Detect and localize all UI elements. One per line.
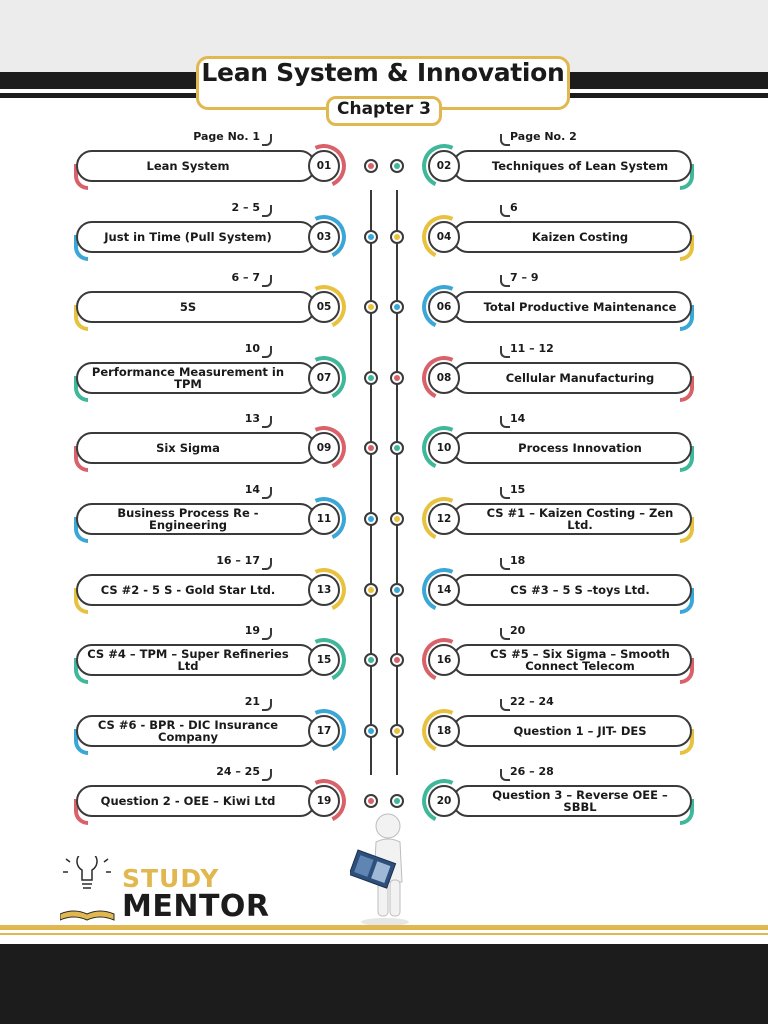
page-bracket: [262, 699, 272, 711]
page-bracket: [262, 275, 272, 287]
lightbulb-icon: [63, 856, 111, 888]
topic-title: CS #5 – Six Sigma – Smooth Connect Telecom: [490, 647, 670, 674]
topic-number: 17: [308, 715, 340, 747]
topic-item[interactable]: [76, 644, 316, 676]
page-number: 19: [244, 624, 260, 638]
topic-number: 05: [308, 291, 340, 323]
topic-item[interactable]: [452, 785, 692, 817]
timeline-dot: [364, 300, 378, 314]
timeline-dot: [364, 512, 378, 526]
timeline-dot: [390, 159, 404, 173]
logo-text-mentor: MENTOR: [122, 889, 270, 924]
page-bracket: [262, 558, 272, 570]
topic-title: Question 1 – JIT- DES: [513, 723, 647, 738]
topic-title: Six Sigma: [156, 441, 220, 456]
topic-title: Business Process Re - Engineering: [117, 506, 259, 532]
footer-gold-line-thin: [0, 933, 768, 935]
page-number: 18: [510, 553, 526, 567]
topic-title: 5S: [179, 300, 197, 315]
topic-number: 13: [308, 574, 340, 606]
topic-item[interactable]: [76, 221, 316, 253]
topic-item[interactable]: [452, 715, 692, 747]
topic-title: Question 2 - OEE – Kiwi Ltd: [100, 794, 276, 809]
page-title: Lean System & Innovation: [201, 58, 565, 87]
page-bracket: [262, 205, 272, 217]
timeline-row: [0, 200, 768, 283]
topic-title: CS #6 - BPR - DIC Insurance Company: [97, 717, 279, 744]
topic-title: Cellular Manufacturing: [505, 370, 655, 385]
reading-figure-illustration: [350, 812, 420, 927]
topic-number: 15: [308, 644, 340, 676]
timeline-dot: [364, 441, 378, 455]
topic-title: Lean System: [146, 159, 230, 173]
page-bracket: [262, 769, 272, 781]
topic-item[interactable]: [452, 574, 692, 606]
timeline-row: [0, 341, 768, 424]
topic-title: Just in Time (Pull System): [104, 229, 272, 244]
topic-item[interactable]: [452, 432, 692, 464]
page-number: 2 – 5: [231, 200, 260, 214]
topic-number: 18: [428, 715, 460, 747]
topic-title: Process Innovation: [518, 441, 642, 456]
page-bracket: [262, 346, 272, 358]
timeline-dot: [390, 441, 404, 455]
topic-number: 19: [308, 785, 340, 817]
page-number: 16 – 17: [216, 553, 260, 567]
topic-number: 11: [308, 503, 340, 535]
topic-item[interactable]: [76, 362, 316, 394]
topic-item[interactable]: [452, 362, 692, 394]
topic-number: 06: [428, 291, 460, 323]
timeline-dot: [390, 653, 404, 667]
topic-item[interactable]: [452, 503, 692, 535]
page-bracket: [262, 487, 272, 499]
topic-title: Question 3 – Reverse OEE – SBBL: [492, 788, 668, 815]
topic-item[interactable]: [76, 574, 316, 606]
topic-item[interactable]: [452, 150, 692, 182]
topic-item[interactable]: [76, 291, 316, 323]
topic-item[interactable]: [76, 503, 316, 535]
page-number: 13: [244, 412, 260, 426]
page-number: 15: [510, 483, 526, 496]
page-bracket: [500, 275, 510, 287]
page-number: 6: [510, 200, 518, 214]
topic-number: 14: [428, 574, 460, 606]
topic-number: 01: [308, 150, 340, 182]
topic-number: 16: [428, 644, 460, 676]
page-bracket: [262, 416, 272, 428]
topic-item[interactable]: [452, 644, 692, 676]
page-number: Page No. 1: [193, 130, 260, 143]
topic-item[interactable]: [76, 785, 316, 817]
topic-title: Performance Measurement in TPM: [91, 364, 285, 391]
timeline-row: [0, 130, 768, 212]
page-number: 26 – 28: [510, 765, 554, 779]
timeline-dot: [390, 512, 404, 526]
topic-title: Total Productive Maintenance: [483, 300, 677, 315]
page-number: 14: [244, 483, 260, 496]
topic-title: Kaizen Costing: [531, 229, 629, 244]
timeline-row: [0, 694, 768, 777]
page-number: 6 – 7: [231, 271, 260, 285]
topic-number: 02: [428, 150, 460, 182]
timeline-dot: [390, 300, 404, 314]
timeline-dot: [364, 159, 378, 173]
topic-title: CS #3 – 5 S –toys Ltd.: [510, 582, 650, 597]
timeline-dot: [390, 230, 404, 244]
chapter-label: Chapter 3: [336, 99, 431, 119]
page-bracket: [500, 134, 510, 146]
topic-number: 12: [428, 503, 460, 535]
timeline-dot: [390, 371, 404, 385]
page-number: 7 – 9: [510, 271, 539, 285]
page-bracket: [500, 628, 510, 640]
page-bracket: [500, 346, 510, 358]
topic-item[interactable]: [76, 715, 316, 747]
topic-number: 10: [428, 432, 460, 464]
topic-title: Techniques of Lean System: [491, 159, 669, 173]
page-bracket: [262, 134, 272, 146]
timeline-dot: [364, 794, 378, 808]
timeline-row: [0, 624, 768, 706]
topic-item[interactable]: [76, 432, 316, 464]
timeline-row: [0, 412, 768, 494]
timeline-row: [0, 483, 768, 565]
topic-title: CS #4 – TPM – Super Refineries Ltd: [87, 647, 289, 674]
topic-number: 04: [428, 221, 460, 253]
page-number: 22 – 24: [510, 694, 554, 708]
topic-item[interactable]: [452, 221, 692, 253]
topic-item[interactable]: [76, 150, 316, 182]
timeline-row: [0, 553, 768, 636]
topic-item[interactable]: [452, 291, 692, 323]
page-bracket: [500, 416, 510, 428]
timeline-dot: [390, 583, 404, 597]
topic-number: 03: [308, 221, 340, 253]
page-bracket: [262, 628, 272, 640]
topic-title: CS #1 – Kaizen Costing – Zen Ltd.: [486, 506, 674, 532]
page-number: 24 – 25: [216, 765, 260, 779]
timeline-dot: [364, 371, 378, 385]
timeline-dot: [364, 230, 378, 244]
timeline-dot: [390, 794, 404, 808]
page-number: 20: [510, 624, 526, 638]
timeline-dot: [364, 583, 378, 597]
page-number: 14: [510, 412, 526, 426]
page-number: Page No. 2: [510, 130, 577, 143]
open-book-icon: [60, 911, 114, 920]
page-bracket: [500, 487, 510, 499]
timeline-dot: [364, 724, 378, 738]
timeline-dot: [390, 724, 404, 738]
topic-number: 08: [428, 362, 460, 394]
page-number: 10: [244, 341, 260, 355]
timeline-dot: [364, 653, 378, 667]
timeline-row: [0, 271, 768, 353]
topic-title: CS #2 - 5 S - Gold Star Ltd.: [100, 582, 276, 597]
logo-text-study: STUDY: [122, 864, 220, 893]
page-bracket: [500, 558, 510, 570]
topic-number: 20: [428, 785, 460, 817]
page-number: 21: [244, 694, 260, 708]
page-bracket: [500, 205, 510, 217]
page-bracket: [500, 769, 510, 781]
topic-number: 09: [308, 432, 340, 464]
page-number: 11 – 12: [510, 341, 554, 355]
footer-band: [0, 944, 768, 1024]
footer-gold-line: [0, 925, 768, 930]
topic-number: 07: [308, 362, 340, 394]
page-bracket: [500, 699, 510, 711]
